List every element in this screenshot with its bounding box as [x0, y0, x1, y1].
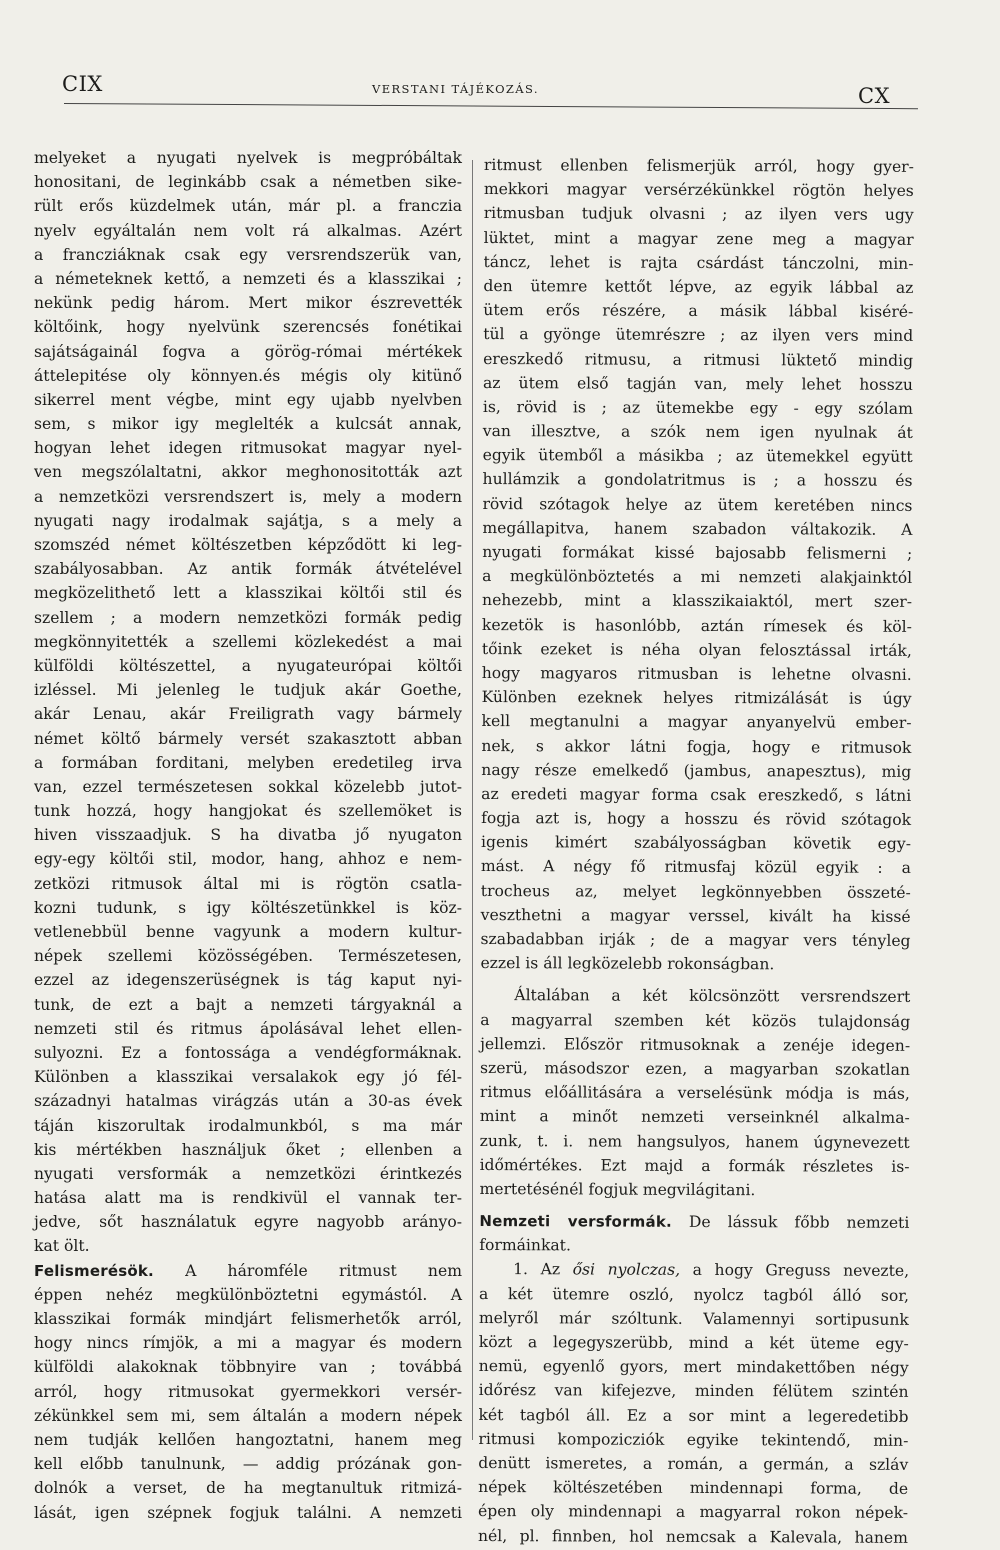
text-line: éppen nehéz megkülönböztetni egymástól. A — [34, 1285, 462, 1304]
text-line: nyugati versformák a nemzetközi érintkezés — [34, 1164, 462, 1183]
text-line: rövid szótagok helye az ütem keretében nincs — [482, 494, 913, 515]
text-line: zunk, t. i. nem hangsulyos, hanem úgynevezett — [479, 1131, 910, 1152]
text-line: vetlenebbül benne vagyunk a modern kultur- — [34, 923, 462, 941]
text-line: áttelepitése oly könnyen.és mégis oly kitünő — [34, 366, 462, 385]
text-fragment: De lássuk főbb nemzeti — [688, 1212, 910, 1232]
text-line: közt a legegyszerübb, mind a két üteme egy- — [478, 1332, 909, 1353]
text-line: veszthetni a magyar verssel, kivált ha kissé — [480, 905, 911, 926]
text-line: szerü, másodszor ezen, a magyarban szokatlan — [479, 1058, 911, 1079]
text-line: sulyozni. Ez a fontossága a vendégformáknak. — [34, 1043, 462, 1062]
text-line: kat ölt. — [34, 1237, 90, 1256]
italic-term: ősi nyolczas, — [572, 1260, 681, 1280]
text-line: akár Lenau, akár Freiligrath vagy bármely — [34, 705, 462, 724]
text-line: sajátságainál fogva a görög-római mértékek — [34, 342, 462, 361]
text-line: ereszkedő ritmusu, a ritmusi lüktető mindig — [483, 349, 914, 370]
text-line: szabadabban irják ; de a magyar vers tényleg — [480, 929, 911, 950]
header-rule — [64, 103, 918, 109]
text-fragment: A háromféle ritmust nem — [185, 1261, 462, 1280]
text-line: a nemzetközi versrendszert is, mely a modern — [34, 487, 462, 506]
text-line: ezzel is áll legközelebb rokonságban. — [480, 954, 775, 974]
text-line: két tagból áll. Ez a sor mint a legeredetibb — [478, 1405, 909, 1426]
text-line: rült erős küzdelmek után, már pl. a franczia — [34, 197, 462, 216]
text-line: tunk, de ezt a bajt a nemzeti tárgyaknál a — [34, 995, 462, 1014]
text-line: kezetök is hasonlóbb, aztán rímesek és köl- — [481, 615, 912, 636]
text-line: van illesztve, a szók nem igen nyulnak át — [482, 422, 913, 442]
text-line: kozni tudunk, s igy költészetünkkel is köz- — [34, 898, 462, 917]
text-line: szellem ; a modern nemzetközi formák pedig — [34, 608, 462, 627]
text-line: táján kiszorultak irodalmunkból, s ma már — [34, 1116, 462, 1135]
text-line: ritmus előállitására a verselésünk módja is más, — [479, 1083, 910, 1103]
text-line: melyeket a nyugati nyelvek is megpróbáltak — [34, 149, 462, 167]
text-line: nemü, egyenlő gyors, mert mindakettőben négy — [478, 1357, 909, 1378]
text-line: költőink, hogy nyelvünk szerencsés fonétikai — [34, 318, 462, 337]
text-line: nél, pl. finnben, hol nemcsak a Kalevala, hanem — [477, 1526, 909, 1547]
text-line: népek szellemi közösségében. Természetesen, — [34, 947, 462, 966]
text-line: tőink ezeket is néha olyan felosztással irták, — [481, 639, 912, 660]
text-line: den ütemre kettőt lépve, az egyik lábbal az — [483, 276, 914, 297]
text-line: az eredeti magyar forma csak ereszkedő, s látni — [481, 784, 912, 805]
text-line: egyik ütemből a másikba ; az ütemekkel együtt — [482, 446, 913, 467]
text-line: külföldi alakoknak többnyire van ; továbbá — [34, 1358, 462, 1377]
text-line: mekkori magyar versérzékünkkel rögtön helyes — [483, 180, 914, 201]
text-line: időrész van kifejezve, minden félütem szintén — [478, 1381, 909, 1402]
text-line: hogy nincs rímjök, a mi a magyar és modern — [34, 1334, 462, 1353]
text-line: századnyi hatalmas virágzás után a 30-as évek — [34, 1092, 462, 1111]
text-line: honositani, de leginkább csak a németben sike- — [34, 173, 462, 192]
text-line: is, rövid is ; az ütemekbe egy - egy szólam — [482, 397, 913, 418]
text-line: ezzel az idegenszerüségnek is tág kaput nyi- — [34, 971, 462, 990]
text-line: nyugati nagy irodalmak sajátja, s a mely a — [34, 511, 462, 530]
text-line: szomszéd német költészetben képződött ki leg- — [34, 536, 462, 554]
text-line: kell előbb tanulnunk, — addig prózának gon- — [34, 1455, 462, 1474]
left-paragraph-2 — [34, 1283, 462, 1525]
text-line: sem, s mikor igy meglelték a kulcsát annak, — [34, 415, 462, 434]
right-paragraph-2 — [479, 983, 910, 1203]
text-line: arról, hogy ritmusokat gyermekkori versér- — [34, 1382, 462, 1401]
text-line: lását, igen szépnek fogjuk találni. A nemzeti — [34, 1503, 462, 1522]
text-line: az ütem első tagján van, mely lehet hosszu — [482, 373, 914, 394]
text-line: külföldi költészettel, a nyugateurópai költői — [34, 656, 462, 675]
text-line: hiven visszaadjuk. S ha divatba jő nyugaton — [34, 826, 462, 845]
text-line: formáinkat. — [479, 1236, 571, 1255]
text-line: megállapitva, hanem szabadon váltakozik. A — [482, 518, 913, 539]
text-line: mást. A négy fő ritmusfaj közül egyik : a — [480, 857, 911, 878]
text-fragment: 1. Az — [513, 1260, 561, 1279]
text-line: mertetésénél fogjuk megvilágitani. — [479, 1179, 756, 1200]
text-line: tunk hozzá, hogy hangjokat és szellemöket is — [34, 802, 462, 821]
text-line: nagy része emelkedő (jambus, anapesztus), mig — [481, 760, 912, 781]
right-column — [478, 153, 914, 1550]
text-line: ritmusban tudjuk olvasni ; az ilyen vers ugy — [483, 204, 914, 225]
text-line: hullámzik a gondolatritmus is ; a hosszu és — [482, 470, 913, 491]
text-line: igenis kimért szabályosságban követik egy- — [480, 833, 912, 854]
text-line — [479, 1209, 909, 1235]
text-line: szabályosabban. Az antik formák átvételével — [34, 560, 462, 579]
right-paragraph-1 — [480, 153, 914, 977]
text-line: izléssel. Mi jelenleg le tudjuk akár Goethe, — [34, 681, 462, 700]
text-line: nek, s akkor látni fogja, hogy e ritmusok — [481, 736, 912, 757]
text-line: tül a gyönge ütemrészre ; az ilyen vers mind — [483, 325, 914, 346]
text-line: kis mértékben használjuk őket ; ellenben a — [34, 1140, 462, 1159]
text-line: a két ütemre oszló, nyolcz tagból álló sor, — [478, 1284, 910, 1305]
text-line: denütt ismeretes, a román, a germán, a szláv — [478, 1453, 909, 1474]
text-line: német költő bármely versét szakasztott abban — [34, 729, 462, 748]
text-line: megközelithető lett a klasszikai költői stil és — [34, 584, 462, 603]
text-line: ritmust ellenben felismerjük arról, hogy gyer- — [483, 155, 914, 176]
text-fragment: a hogy Greguss nevezte, — [692, 1261, 910, 1281]
text-line: van, ezzel természetesen sokkal közelebb jutot- — [34, 777, 462, 796]
text-line: épen oly mindennapi a magyarral rokon népek- — [478, 1502, 909, 1523]
text-line: Általában a két kölcsönzött versrendszert — [514, 986, 911, 1007]
text-line: mint a minőt nemzeti verseinknél alkalma- — [479, 1107, 910, 1128]
text-line: dolnók a verset, de ha megtanultuk ritmizá- — [34, 1479, 462, 1498]
text-line: lüktet, mint a magyar zene meg a magyar — [483, 228, 914, 249]
text-line: a megkülönböztetés a mi nemzeti alakjainktól — [482, 567, 913, 588]
right-paragraph-3 — [479, 1233, 909, 1259]
column-divider — [472, 160, 473, 1440]
text-line: hogyan lehet idegen ritmusokat magyar nyel- — [34, 439, 462, 458]
text-line: időmértékes. Ezt majd a formák részletes is- — [479, 1155, 910, 1176]
text-line: jellemzi. Először ritmusoknak a zenéje idegen- — [480, 1034, 911, 1055]
text-line: a németeknek kettő, a nemzeti és a klasszikai ; — [34, 269, 462, 288]
text-line: melyről már szóltunk. Valamennyi sortipusunk — [478, 1308, 909, 1329]
text-line: népek költészetében mindennapi forma, de — [478, 1478, 909, 1498]
text-line: jedve, sőt használatuk egyre nagyobb arányo- — [34, 1213, 462, 1232]
text-line: a magyarral szemben két közös tulajdonság — [480, 1010, 911, 1031]
text-line: nyelv egyáltalán nem volt rá alkalmas. Azért — [34, 221, 462, 240]
left-page-number: CIX — [62, 72, 103, 96]
text-line — [34, 1259, 462, 1283]
section-heading-felismeresok: Felismerésök. — [34, 1261, 154, 1280]
text-line: ritmusi kompozicziók egyike tekintendő, min- — [478, 1429, 909, 1450]
text-line: zékünkkel sem mi, sem általán a modern népek — [34, 1406, 462, 1425]
text-line: egy-egy költői stil, modor, hang, ahhoz e nem- — [34, 850, 462, 869]
text-line: Különben a klasszikai versalakok egy jó fél- — [34, 1068, 462, 1087]
right-page-number: CX — [858, 84, 891, 108]
text-line: klasszikai formák mindjárt felismerhetők arról, — [34, 1310, 462, 1328]
left-paragraph-1 — [34, 146, 462, 1259]
right-paragraph-4 — [478, 1282, 909, 1550]
text-line: nehezebb, mint a klasszikaiaktól, mert szer- — [482, 591, 913, 612]
text-line: zetközi ritmusok által mi is rögtön csatla- — [34, 874, 462, 893]
text-line: megkönnyitették a szellemi közlekedést a mai — [34, 632, 462, 651]
section-heading-nemzeti-versformak: Nemzeti versformák. — [479, 1212, 672, 1231]
text-line: a formában forditani, melyben eredetileg irva — [34, 753, 462, 772]
text-line: táncz, lehet is rajta csárdást tánczolni, min- — [483, 252, 914, 273]
text-line: kell megtanulni a magyar anyanyelvü ember- — [481, 712, 912, 733]
text-line: nyugati formákat kissé bajosabb felismerni ; — [482, 542, 913, 563]
text-line: nem tudják kellően hangoztatni, hanem meg — [34, 1430, 462, 1449]
text-line: nemzeti stil és ritmus ápolásával lehet ellen- — [34, 1019, 462, 1038]
text-line: fogja azt is, hogy a hosszu és rövid szótagok — [481, 809, 912, 829]
text-line: a francziáknak csak egy versrendszerük van, — [34, 245, 462, 264]
running-title: VERSTANI TÁJÉKOZÁS. — [372, 82, 539, 96]
text-line: ven megszólaltatni, akkor meghonositották azt — [34, 463, 462, 482]
text-line: hogy magyaros ritmusban is lehetne olvasni. — [481, 663, 912, 684]
text-line: Különben ezeknek helyes ritmizálását is úgy — [481, 688, 912, 708]
text-line: trocheus az, melyet legkönnyebben összeté- — [480, 881, 911, 902]
text-line: sikerrel ment végbe, mint egy ujabb nyelvben — [34, 390, 462, 409]
text-line: hatása alatt ma is rendkivül el vannak ter- — [34, 1189, 462, 1208]
text-line — [479, 1257, 909, 1283]
left-column — [34, 146, 462, 1525]
text-line: ütem erős részére, a másik lábbal kiséré- — [483, 301, 914, 321]
text-line: nekünk pedig három. Mert mikor észrevették — [34, 294, 462, 313]
